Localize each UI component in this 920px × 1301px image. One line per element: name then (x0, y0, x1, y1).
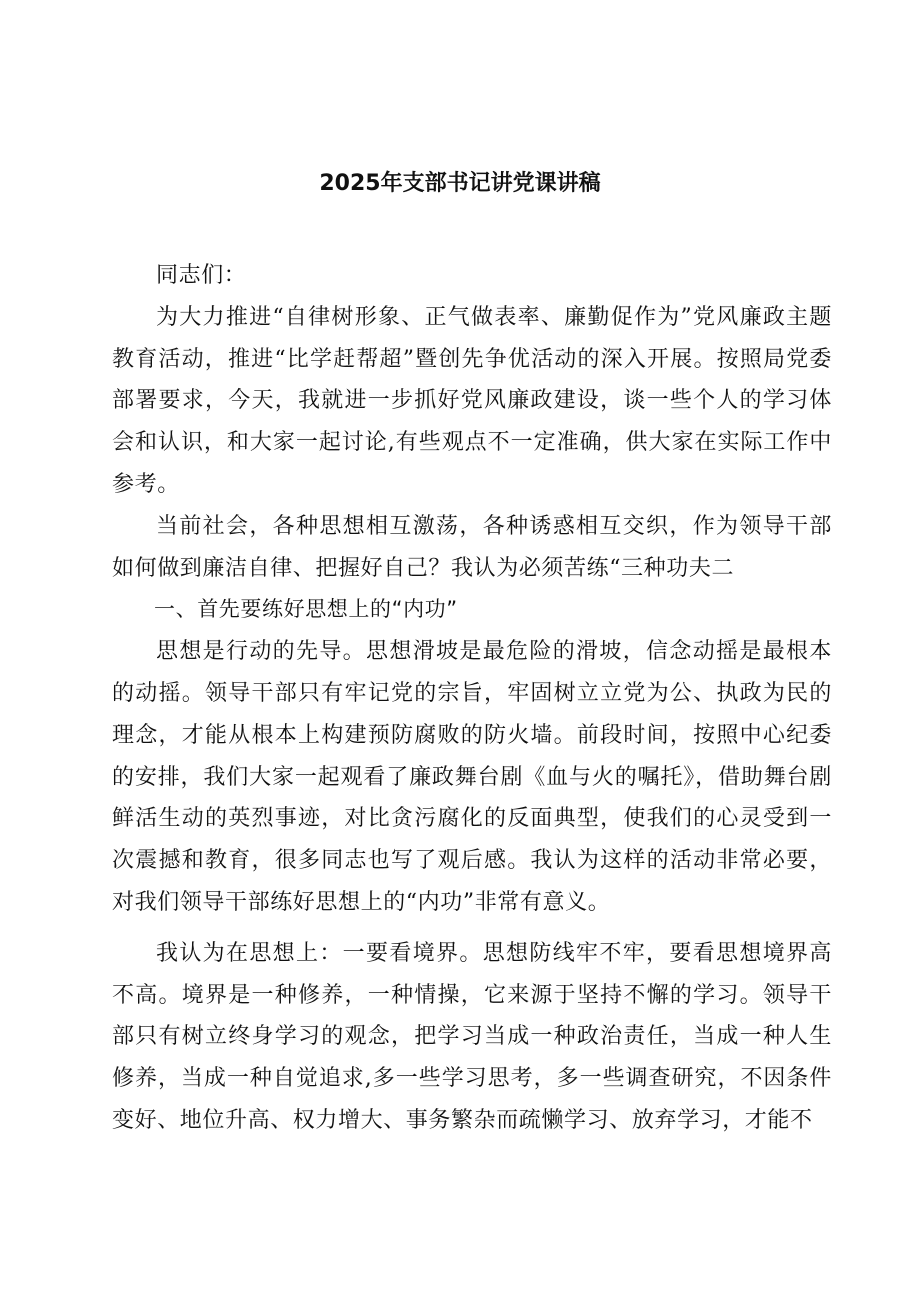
document-title: 2025年支部书记讲党课讲稿 (319, 171, 601, 196)
section-paragraph: 思想是行动的先导。思想滑坡是最危险的滑坡，信念动摇是最根本的动摇。领导干部只有牢记党的宗旨，牢固树立立党为公、执政为民的理念，才能从根本上构建预防腐败的防火墙。前段时间，按照中心纪委的安排，我们大家一起观看了廉政舞台剧《血与火的嘱托》，借助舞台剧鲜活生动的英烈事迹，对比贪污腐化的反面典型，使我们的心灵受到一次震撼和教育，很多同志也写了观后感。我认为这样的活动非常必要，对我们领导干部练好思想上的“内功”非常有意义。 (112, 639, 832, 915)
section-paragraph: 我认为在思想上：一要看境界。思想防线牢不牢，要看思想境界高不高。境界是一种修养，一种情操，它来源于坚持不懈的学习。领导干部只有树立终身学习的观念，把学习当成一种政治责任，当成一种人生修养，当成一种自觉追求,多一些学习思考，多一些调查研究，不因条件变好、地位升高、权力增大、事务繁杂而疏懒学习、放弃学习，才能不 (112, 940, 832, 1133)
section-heading: 一、首先要练好思想上的“内功” (154, 597, 458, 622)
paragraph-context: 当前社会，各种思想相互激荡，各种诱惑相互交织，作为领导干部如何做到廉洁自律、把握好自己？我认为必须苦练“三种功夫二 (112, 513, 832, 581)
document-body (112, 255, 832, 1142)
salutation: 同志们： (156, 263, 247, 288)
paragraph-intro: 为大力推进“自律树形象、正气做表率、廉勤促作为”党风廉政主题教育活动，推进“比学赶帮超”暨创先争优活动的深入开展。按照局党委部署要求，今天，我就进一步抓好党风廉政建设，谈一些个人的学习体会和认识，和大家一起讨论,有些观点不一定准确，供大家在实际工作中参考。 (112, 304, 832, 497)
